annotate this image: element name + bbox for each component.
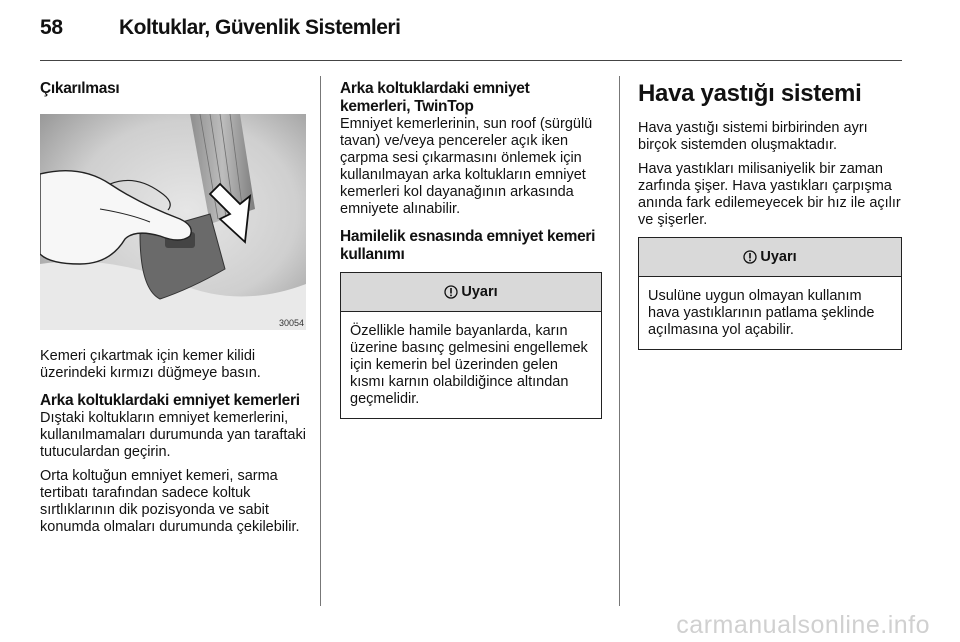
warning-icon <box>743 250 757 264</box>
watermark: carmanualsonline.info <box>676 611 930 639</box>
belt-buckle-figure <box>40 114 306 330</box>
paragraph-middle-seat: Orta koltuğun emniyet kemeri, sarma tertibatı tarafından sadece koltuk sırtlıklarının dik pozisyonda ve sabit konumda olmaları durumunda çekilebilir. <box>40 468 300 535</box>
chapter-title: Koltuklar, Güvenlik Sistemleri <box>119 16 401 39</box>
header-rule <box>40 60 902 61</box>
paragraph-release-instructions: Kemeri çıkartmak için kemer kilidi üzerindeki kırmızı düğmeye basın. <box>40 348 261 381</box>
section-heading-airbag: Hava yastığı sistemi <box>638 80 862 107</box>
column-2 <box>340 80 602 419</box>
warning-text: Usulüne uygun olmayan kullanım hava yastıklarının patlama şeklinde açılmasına yol açabilir. <box>648 288 875 338</box>
section-heading-removal: Çıkarılması <box>40 80 120 97</box>
warning-title: Uyarı <box>461 284 498 300</box>
section-heading-pregnancy: Hamilelik esnasında emniyet kemeri kullanımı <box>340 228 596 263</box>
warning-title: Uyarı <box>760 249 797 265</box>
column-3 <box>638 80 902 350</box>
page-header <box>0 0 960 60</box>
warning-box-airbag <box>638 237 902 350</box>
warning-box-pregnancy <box>340 272 602 419</box>
warning-header <box>341 273 601 312</box>
belt-buckle-illustration <box>40 114 306 330</box>
warning-header <box>639 238 901 277</box>
column-divider-2 <box>619 76 620 606</box>
warning-text: Özellikle hamile bayanlarda, karın üzerine basınç gelmesini engellemek için kemerin bel üzerinden gelen kısmı karnın olabildiğince altından geçmelidir. <box>350 323 588 407</box>
warning-icon <box>444 285 458 299</box>
column-divider-1 <box>320 76 321 606</box>
figure-code: 30054 <box>278 318 304 328</box>
paragraph-airbag-inflation: Hava yastıkları milisaniyelik bir zaman zarfında şişer. Hava yastıkları çarpışma anında fark edilemeyecek bir hız ile açılır ve şişerler. <box>638 161 901 228</box>
section-heading-rear-twintop: Arka koltuklardaki emniyet kemerleri, TwinTop <box>340 80 530 115</box>
paragraph-twintop: Emniyet kemerlerinin, sun roof (sürgülü tavan) ve/veya pencereler açık iken çarpma sesi çıkarmasını önlemek için kullanılmayan arka koltukların emniyet kemerleri kol dayanağının arkasında emniyete alınabilir. <box>340 116 593 217</box>
column-1 <box>40 80 306 543</box>
section-heading-rear-seat-belts: Arka koltuklardaki emniyet kemerleri <box>40 392 300 409</box>
paragraph-airbag-system: Hava yastığı sistemi birbirinden ayrı birçok sistemden oluşmaktadır. <box>638 120 868 153</box>
page-number: 58 <box>40 16 63 39</box>
paragraph-outer-seats: Dıştaki koltukların emniyet kemerlerini, kullanılmamaları durumunda yan taraftaki tutuculardan geçirin. <box>40 410 306 460</box>
